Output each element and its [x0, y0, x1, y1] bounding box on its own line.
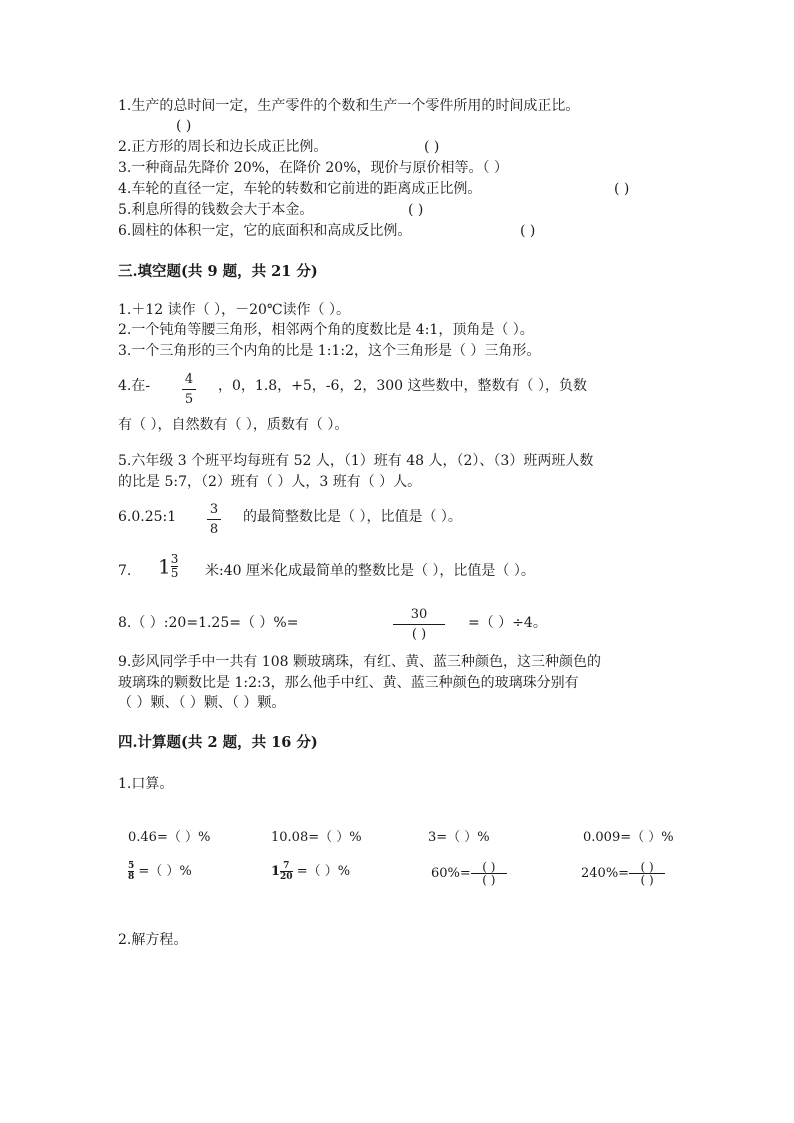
mixed-whole: 1 — [158, 554, 171, 579]
fill-q9-line2: 玻璃珠的颗数比是 1:2:3，那么他手中红、黄、蓝三种颜色的玻璃珠分别有 — [118, 675, 579, 691]
fraction-numerator: 3 — [209, 502, 219, 517]
fraction-denominator: 5 — [184, 392, 194, 407]
fill-q4-suffix: ，0，1.8，+5，-6，2，300 这些数中，整数有（ ），负数 — [218, 378, 587, 394]
fraction-denominator[interactable]: ( ) — [482, 873, 496, 887]
calc-r1-item-4: 0.009=（ ）% — [583, 830, 674, 845]
fill-q8-suffix: =（ ）÷4。 — [468, 615, 547, 631]
fraction-denominator[interactable]: ( ) — [640, 873, 654, 887]
fill-q7-suffix: 米:40 厘米化成最简单的整数比是（ ），比值是（ ）。 — [205, 563, 535, 579]
calc-q2: 2.解方程。 — [118, 932, 188, 948]
fill-q5-line2: 的比是 5:7，（2）班有（ ）人，3 班有（ ）人。 — [118, 474, 422, 490]
calc-r1-item-3: 3=（ ）% — [428, 830, 490, 845]
fraction-denominator: 8 — [209, 522, 219, 537]
calc-r2-item-2-text: =（ ）% — [296, 864, 351, 879]
fraction-numerator: 3 — [170, 552, 179, 566]
fraction-numerator: 7 — [283, 861, 290, 871]
fill-q6-prefix: 6.0.25:1 — [118, 509, 177, 525]
fraction-denominator: 5 — [170, 566, 179, 580]
fill-q6-suffix: 的最简整数比是（ ），比值是（ ）。 — [243, 509, 462, 525]
fill-q4-fraction — [182, 372, 196, 407]
fill-q4-prefix: 4.在- — [118, 378, 151, 394]
fill-q8-prefix: 8.（ ）:20=1.25=（ ）%= — [118, 615, 299, 631]
fraction-denominator: 8 — [128, 872, 135, 882]
judge-q2-answer[interactable]: ( ) — [424, 139, 440, 155]
calc-r2-item-4-text: 240%= — [581, 866, 630, 881]
calc-r1-item-2: 10.08=（ ）% — [271, 830, 362, 845]
fill-q2: 2.一个钝角等腰三角形，相邻两个角的度数比是 4:1，顶角是（ ）。 — [118, 322, 534, 338]
judge-q4: 4.车轮的直径一定，车轮的转数和它前进的距离成正比例。 — [118, 181, 482, 197]
judge-q1-answer[interactable]: ( ) — [176, 118, 192, 134]
judge-q2: 2.正方形的周长和边长成正比例。 — [118, 139, 328, 155]
calc-q1: 1.口算。 — [118, 776, 174, 792]
judge-q6: 6.圆柱的体积一定，它的底面积和高成反比例。 — [118, 223, 412, 239]
fill-q5-line1: 5.六年级 3 个班平均每班有 52 人，（1）班有 48 人，（2）、（3）班两班人数 — [118, 453, 594, 469]
calc-r2-item-4 — [581, 861, 665, 886]
calc-r2-item-1-text: =（ ）% — [138, 864, 192, 879]
fraction-numerator: 4 — [184, 372, 194, 387]
fill-q7-prefix: 7. — [118, 563, 132, 579]
judge-q1: 1.生产的总时间一定，生产零件的个数和生产一个零件所用的时间成正比。 — [118, 98, 580, 114]
judge-q4-answer[interactable]: ( ) — [614, 181, 630, 197]
fill-q9-line3: （ ）颗、（ ）颗、（ ）颗。 — [118, 695, 286, 711]
fraction-numerator[interactable]: ( ) — [640, 860, 654, 874]
fraction-denominator: 20 — [280, 872, 293, 882]
judge-q5-answer[interactable]: ( ) — [408, 202, 424, 218]
fill-q4-line2: 有（ ），自然数有（ ），质数有（ ）。 — [118, 417, 349, 433]
fill-q3: 3.一个三角形的三个内角的比是 1:1:2，这个三角形是（ ）三角形。 — [118, 343, 541, 359]
calc-r2-item-3 — [431, 861, 507, 886]
calc-r2-item-1 — [128, 861, 192, 882]
judge-q5: 5.利息所得的钱数会大于本金。 — [118, 202, 314, 218]
fraction-numerator: 30 — [410, 607, 428, 622]
fraction-numerator[interactable]: ( ) — [482, 860, 496, 874]
fill-section-heading: 三.填空题(共 9 题，共 21 分) — [118, 263, 318, 280]
fill-q1: 1.＋12 读作（ ），－20℃读作（ ）。 — [118, 302, 350, 318]
fraction-numerator: 5 — [128, 861, 135, 871]
calc-r2-item-3-text: 60%= — [431, 866, 471, 881]
fill-q6-fraction — [207, 502, 221, 537]
calc-r1-item-1: 0.46=（ ）% — [128, 830, 211, 845]
judge-q3: 3.一种商品先降价 20%，在降价 20%，现价与原价相等。（ ） — [118, 160, 508, 176]
fill-q7-mixed-number — [158, 553, 178, 580]
mixed-whole: 1 — [271, 864, 281, 879]
calc-section-heading: 四.计算题(共 2 题，共 16 分) — [118, 734, 318, 751]
fill-q8-fraction — [393, 607, 445, 642]
fraction-denominator[interactable]: ( ) — [411, 627, 427, 642]
judge-q6-answer[interactable]: ( ) — [520, 223, 536, 239]
fill-q9-line1: 9.彭风同学手中一共有 108 颗玻璃珠，有红、黄、蓝三种颜色，这三种颜色的 — [118, 654, 601, 670]
calc-r2-item-2 — [271, 861, 350, 882]
